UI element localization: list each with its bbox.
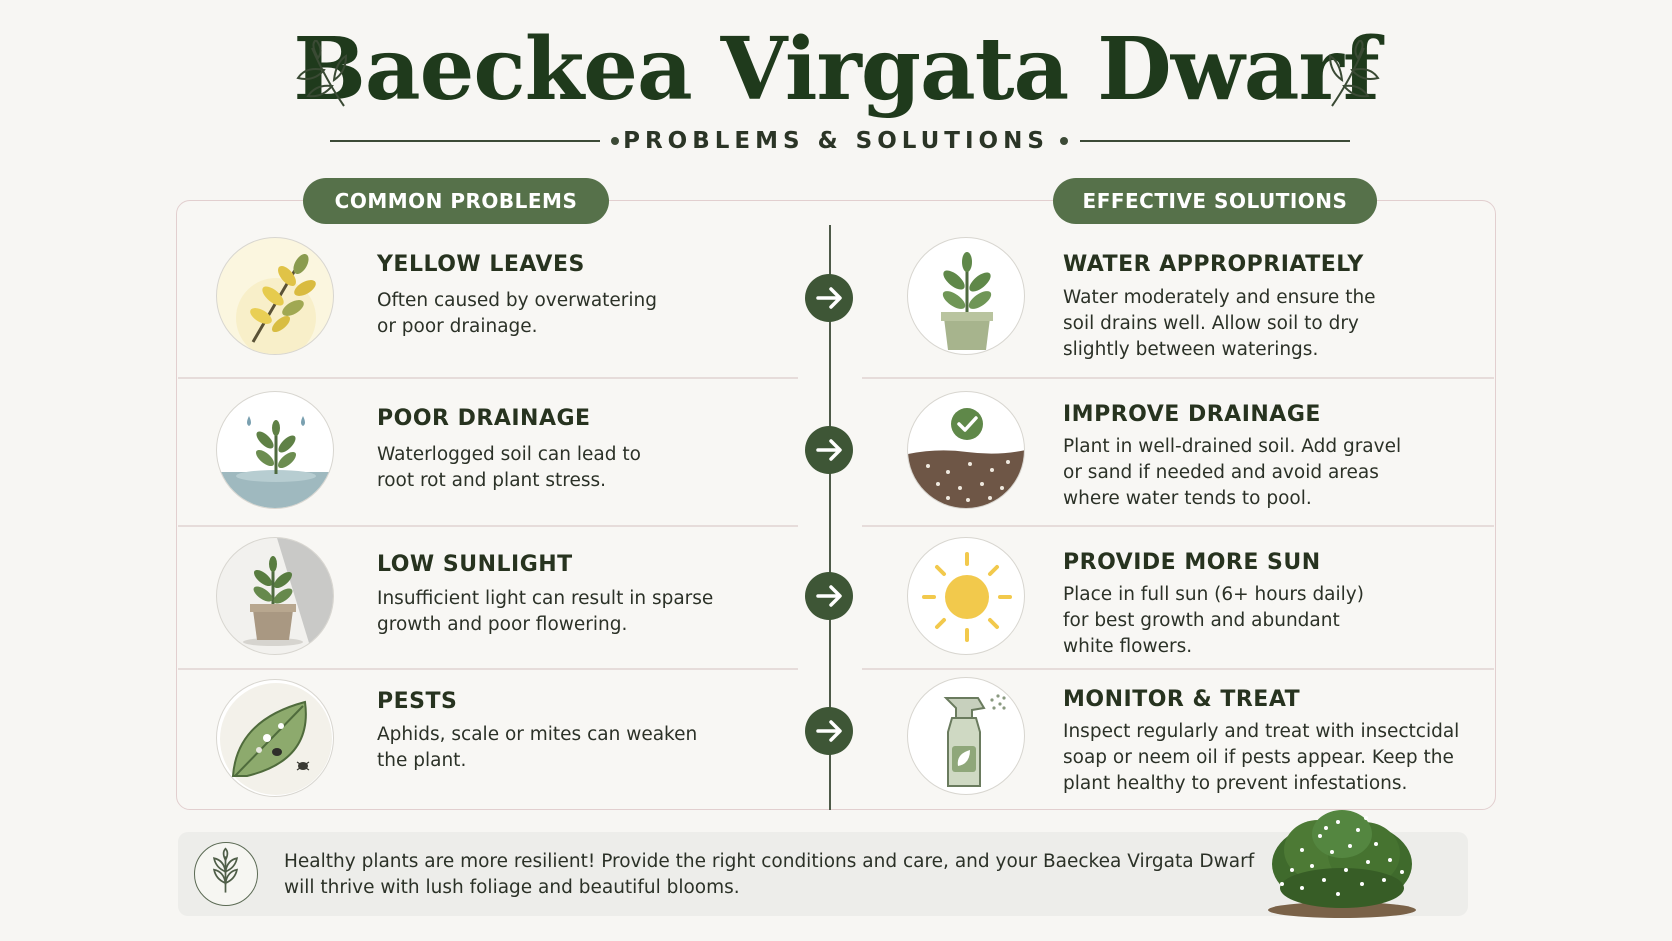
desc-line: soil drains well. Allow soil to dry <box>1063 313 1359 334</box>
row-separator <box>178 525 798 527</box>
desc-line: Inspect regularly and treat with insectcidal <box>1063 721 1460 742</box>
row-separator <box>862 377 1494 379</box>
desc-line: or sand if needed and avoid areas <box>1063 462 1379 483</box>
left-sprig-icon <box>286 40 350 110</box>
desc-line: plant healthy to prevent infestations. <box>1063 773 1408 794</box>
yellow-leaf-branch-icon <box>216 237 334 355</box>
desc-line: the plant. <box>377 750 467 771</box>
solution-desc-water-appropriately <box>1063 285 1376 363</box>
arrow-right-icon <box>805 707 853 755</box>
problem-desc-poor-drainage <box>377 442 641 494</box>
sun-icon <box>907 537 1025 655</box>
infested-leaf-icon <box>216 679 334 797</box>
solution-desc-monitor-treat <box>1063 719 1459 797</box>
solution-title-improve-drainage: IMPROVE DRAINAGE <box>1063 402 1321 427</box>
desc-line: soap or neem oil if pests appear. Keep the <box>1063 747 1454 768</box>
page-title: Baeckea Virgata Dwarf <box>293 19 1379 120</box>
desc-line: white flowers. <box>1063 636 1193 657</box>
solution-title-monitor-treat: MONITOR & TREAT <box>1063 687 1301 712</box>
desc-line: root rot and plant stress. <box>377 470 607 491</box>
waterlogged-plant-icon <box>216 391 334 509</box>
subtitle-dot-right <box>1060 137 1068 145</box>
effective-solutions-label: EFFECTIVE SOLUTIONS <box>1053 178 1377 224</box>
row-separator <box>178 377 798 379</box>
desc-line: growth and poor flowering. <box>377 614 628 635</box>
desc-line: Place in full sun (6+ hours daily) <box>1063 584 1364 605</box>
solution-title-water-appropriately: WATER APPROPRIATELY <box>1063 252 1364 277</box>
arrow-right-icon <box>805 274 853 322</box>
problem-title-pests: PESTS <box>377 689 458 714</box>
footer-line: Healthy plants are more resilient! Provide the right conditions and care, and your Baeckea Virgata Dwarf <box>284 851 1255 872</box>
desc-line: or poor drainage. <box>377 316 538 337</box>
desc-line: for best growth and abundant <box>1063 610 1340 631</box>
solution-title-provide-more-sun: PROVIDE MORE SUN <box>1063 550 1321 575</box>
desc-line: Water moderately and ensure the <box>1063 287 1376 308</box>
problem-desc-low-sunlight <box>377 586 713 638</box>
subtitle-row <box>0 126 1672 156</box>
row-separator <box>862 525 1494 527</box>
shaded-potted-plant-icon <box>216 537 334 655</box>
problem-title-low-sunlight: LOW SUNLIGHT <box>377 552 573 577</box>
solution-desc-improve-drainage <box>1063 434 1401 512</box>
problem-desc-pests <box>377 722 697 774</box>
row-separator <box>862 668 1494 670</box>
problem-title-yellow-leaves: YELLOW LEAVES <box>377 252 585 277</box>
arrow-right-icon <box>805 572 853 620</box>
arrow-right-icon <box>805 426 853 474</box>
common-problems-label: COMMON PROBLEMS <box>303 178 609 224</box>
subtitle-rule-right <box>1080 140 1350 142</box>
leaf-sprig-icon <box>194 842 258 906</box>
soil-check-icon <box>907 391 1025 509</box>
footer-line: will thrive with lush foliage and beautiful blooms. <box>284 877 740 898</box>
row-separator <box>178 668 798 670</box>
solution-desc-provide-more-sun <box>1063 582 1364 660</box>
problem-title-poor-drainage: POOR DRAINAGE <box>377 406 591 431</box>
desc-line: Aphids, scale or mites can weaken <box>377 724 698 745</box>
spray-bottle-icon <box>907 677 1025 795</box>
right-sprig-icon <box>1326 40 1390 110</box>
potted-plant-icon <box>907 237 1025 355</box>
footer-text <box>284 849 1284 901</box>
desc-line: Plant in well-drained soil. Add gravel <box>1063 436 1402 457</box>
desc-line: Insufficient light can result in sparse <box>377 588 714 609</box>
problem-desc-yellow-leaves <box>377 288 657 340</box>
desc-line: Waterlogged soil can lead to <box>377 444 641 465</box>
desc-line: slightly between waterings. <box>1063 339 1319 360</box>
desc-line: where water tends to pool. <box>1063 488 1312 509</box>
page-subtitle: PROBLEMS & SOLUTIONS <box>623 128 1049 154</box>
flowering-shrub-illustration <box>1262 800 1420 918</box>
desc-line: Often caused by overwatering <box>377 290 658 311</box>
